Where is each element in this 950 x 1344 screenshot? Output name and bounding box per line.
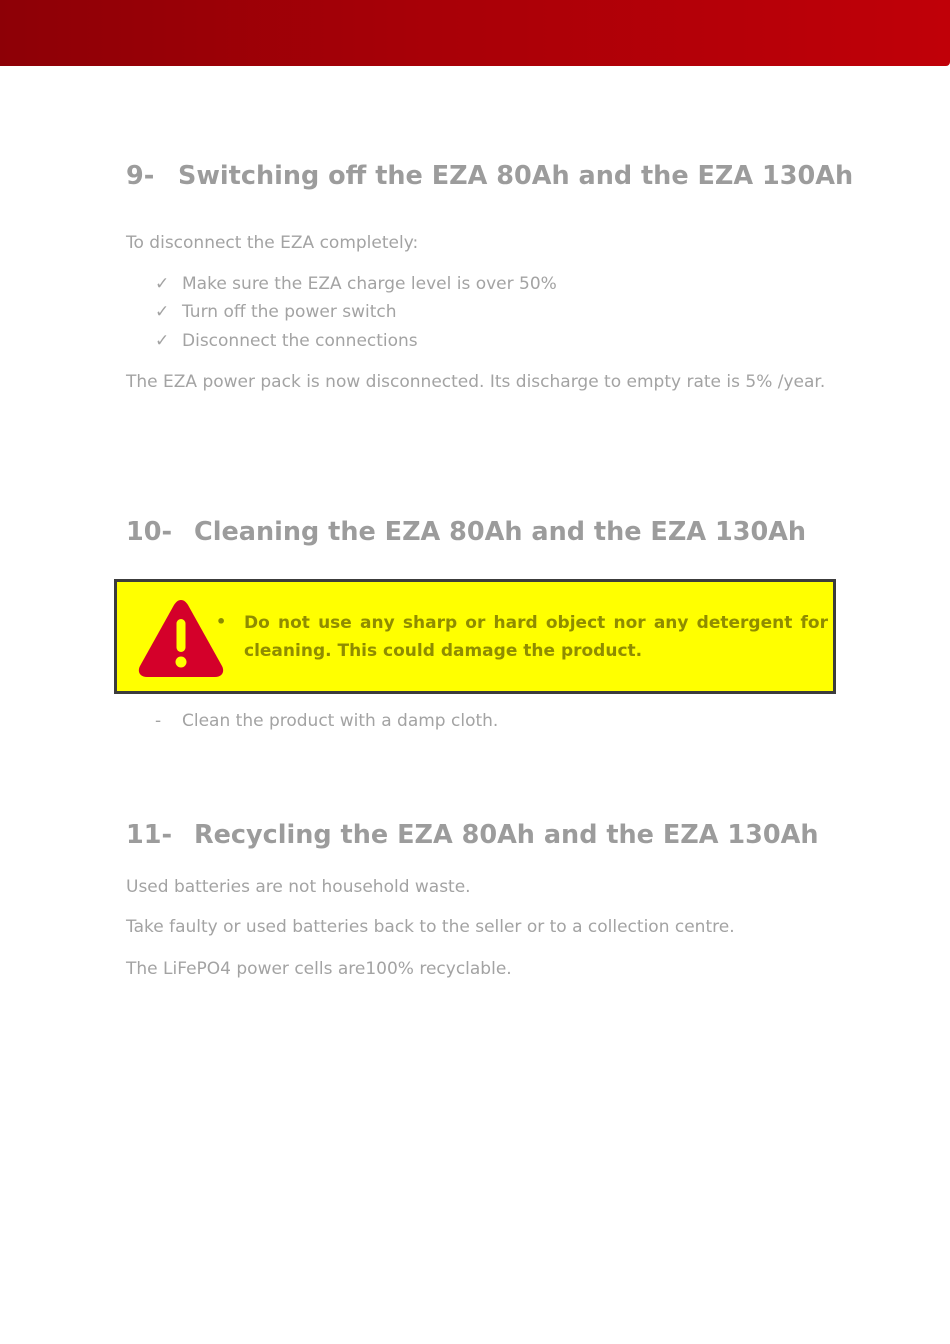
warning-triangle-icon	[136, 596, 226, 680]
section-9-intro: To disconnect the EZA completely:	[126, 233, 419, 253]
section-9-title: Switching off the EZA 80Ah and the EZA 130Ah	[178, 161, 854, 191]
dash-marker: -	[155, 711, 162, 731]
section-9-note: The EZA power pack is now disconnected. Its discharge to empty rate is 5% /year.	[126, 372, 826, 392]
checkmark-icon: ✓	[155, 302, 170, 322]
cleaning-step: - Clean the product with a damp cloth.	[155, 711, 499, 731]
section-11-number: 11-	[126, 820, 173, 850]
section-9-heading	[126, 161, 853, 191]
checklist-item: ✓ Turn off the power switch	[155, 302, 397, 322]
warning-text: Do not use any sharp or hard object nor any detergent for cleaning. This could damage the product.	[244, 613, 828, 661]
checklist-item: ✓ Make sure the EZA charge level is over 50%	[155, 274, 557, 294]
section-10-heading	[126, 517, 806, 547]
checkmark-icon: ✓	[155, 274, 170, 294]
header-bar	[0, 0, 950, 66]
section-9-number: 9-	[126, 161, 155, 191]
recycling-paragraph: The LiFePO4 power cells are100% recyclable.	[126, 959, 512, 979]
section-10-title: Cleaning the EZA 80Ah and the EZA 130Ah	[194, 517, 807, 547]
section-11-title: Recycling the EZA 80Ah and the EZA 130Ah	[194, 820, 819, 850]
checkmark-icon: ✓	[155, 331, 170, 351]
warning-box	[114, 579, 836, 694]
warning-bullet: •	[216, 612, 227, 631]
section-11-heading	[126, 820, 819, 850]
recycling-paragraph: Used batteries are not household waste.	[126, 877, 471, 897]
section-10-number: 10-	[126, 517, 173, 547]
checklist-item: ✓ Disconnect the connections	[155, 331, 418, 351]
recycling-paragraph: Take faulty or used batteries back to the seller or to a collection centre.	[126, 917, 735, 937]
